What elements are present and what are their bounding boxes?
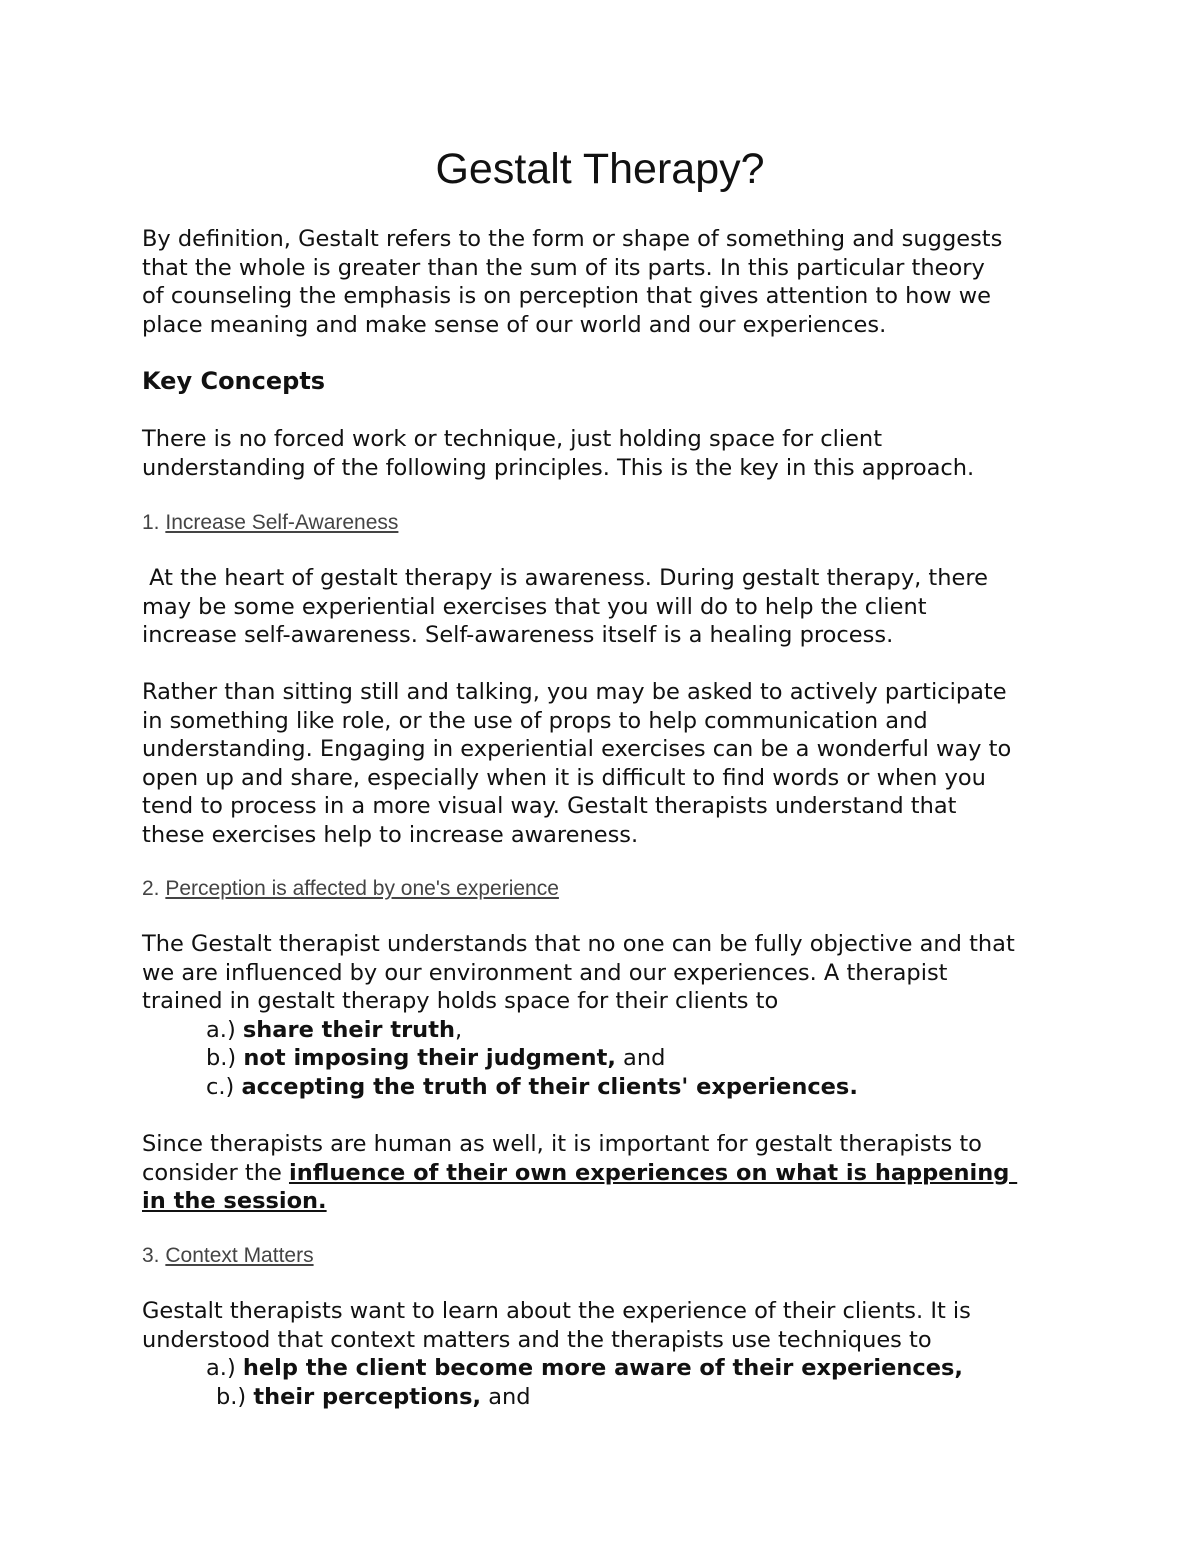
- section-1-heading: [142, 510, 398, 536]
- key-concepts-heading: Key Concepts: [142, 367, 326, 395]
- text-line: tend to process in a more visual way. Gestalt therapists understand that: [142, 793, 957, 819]
- text-line: open up and share, especially when it is difficult to find words or when you: [142, 764, 986, 791]
- text-line: trained in gestalt therapy holds space for their clients to: [142, 988, 779, 1014]
- list-item: b.) not imposing their judgment, and: [206, 1045, 666, 1071]
- section-2-paragraph-1: [142, 930, 1072, 1101]
- list-item: a.) help the client become more aware of their experiences,: [206, 1355, 963, 1381]
- section-title: Context Matters: [165, 1244, 314, 1267]
- text-line: There is no forced work or technique, just holding space for client: [142, 426, 883, 452]
- section-title: Increase Self-Awareness: [165, 511, 399, 534]
- section-title: Perception is affected by one's experience: [165, 877, 559, 900]
- text-line: By definition, Gestalt refers to the form or shape of something and suggests: [142, 226, 1003, 252]
- text-line: in something like role, or the use of props to help communication and: [142, 707, 928, 734]
- text-line: Rather than sitting still and talking, you may be asked to actively participate: [142, 679, 1007, 705]
- text-line: these exercises help to increase awareness.: [142, 821, 639, 848]
- text-line: of counseling the emphasis is on perception that gives attention to how we: [142, 283, 991, 309]
- text-line: understood that context matters and the therapists use techniques to: [142, 1326, 932, 1353]
- section-2-heading: [142, 876, 559, 902]
- section-1-paragraph-1: [142, 564, 1072, 650]
- section-number: 1.: [142, 511, 166, 534]
- text-line: understanding. Engaging in experiential exercises can be a wonderful way to: [142, 736, 1012, 762]
- text-line: increase self-awareness. Self-awareness itself is a healing process.: [142, 622, 894, 648]
- list-item: c.) accepting the truth of their clients' experiences.: [206, 1073, 858, 1100]
- section-3-paragraph-1: [142, 1297, 1072, 1411]
- list-item: b.) their perceptions, and: [216, 1383, 531, 1410]
- text-line: consider the influence of their own experiences on what is happening: [142, 1159, 1018, 1186]
- section-number: 3.: [142, 1244, 166, 1267]
- intro-paragraph: [142, 225, 1072, 339]
- section-2-paragraph-2: [142, 1130, 1072, 1216]
- text-line: Gestalt therapists want to learn about the experience of their clients. It is: [142, 1298, 971, 1324]
- text-line: place meaning and make sense of our world and our experiences.: [142, 311, 887, 338]
- text-line: may be some experiential exercises that you will do to help the client: [142, 593, 927, 620]
- section-number: 2.: [142, 877, 166, 900]
- section-3-heading: [142, 1243, 314, 1269]
- list-item: a.) share their truth,: [206, 1016, 463, 1043]
- text-line: Since therapists are human as well, it is important for gestalt therapists to: [142, 1131, 982, 1157]
- text-line: in the session.: [142, 1188, 327, 1214]
- page-title: Gestalt Therapy?: [435, 145, 765, 193]
- text-line: The Gestalt therapist understands that no one can be fully objective and that: [142, 931, 1015, 957]
- section-1-paragraph-2: [142, 678, 1072, 849]
- text-line: we are influenced by our environment and our experiences. A therapist: [142, 959, 948, 986]
- text-line: that the whole is greater than the sum of its parts. In this particular theory: [142, 254, 985, 281]
- key-concepts-paragraph: [142, 425, 1072, 482]
- text-line: understanding of the following principles. This is the key in this approach.: [142, 454, 975, 481]
- text-line: At the heart of gestalt therapy is awareness. During gestalt therapy, there: [142, 565, 988, 591]
